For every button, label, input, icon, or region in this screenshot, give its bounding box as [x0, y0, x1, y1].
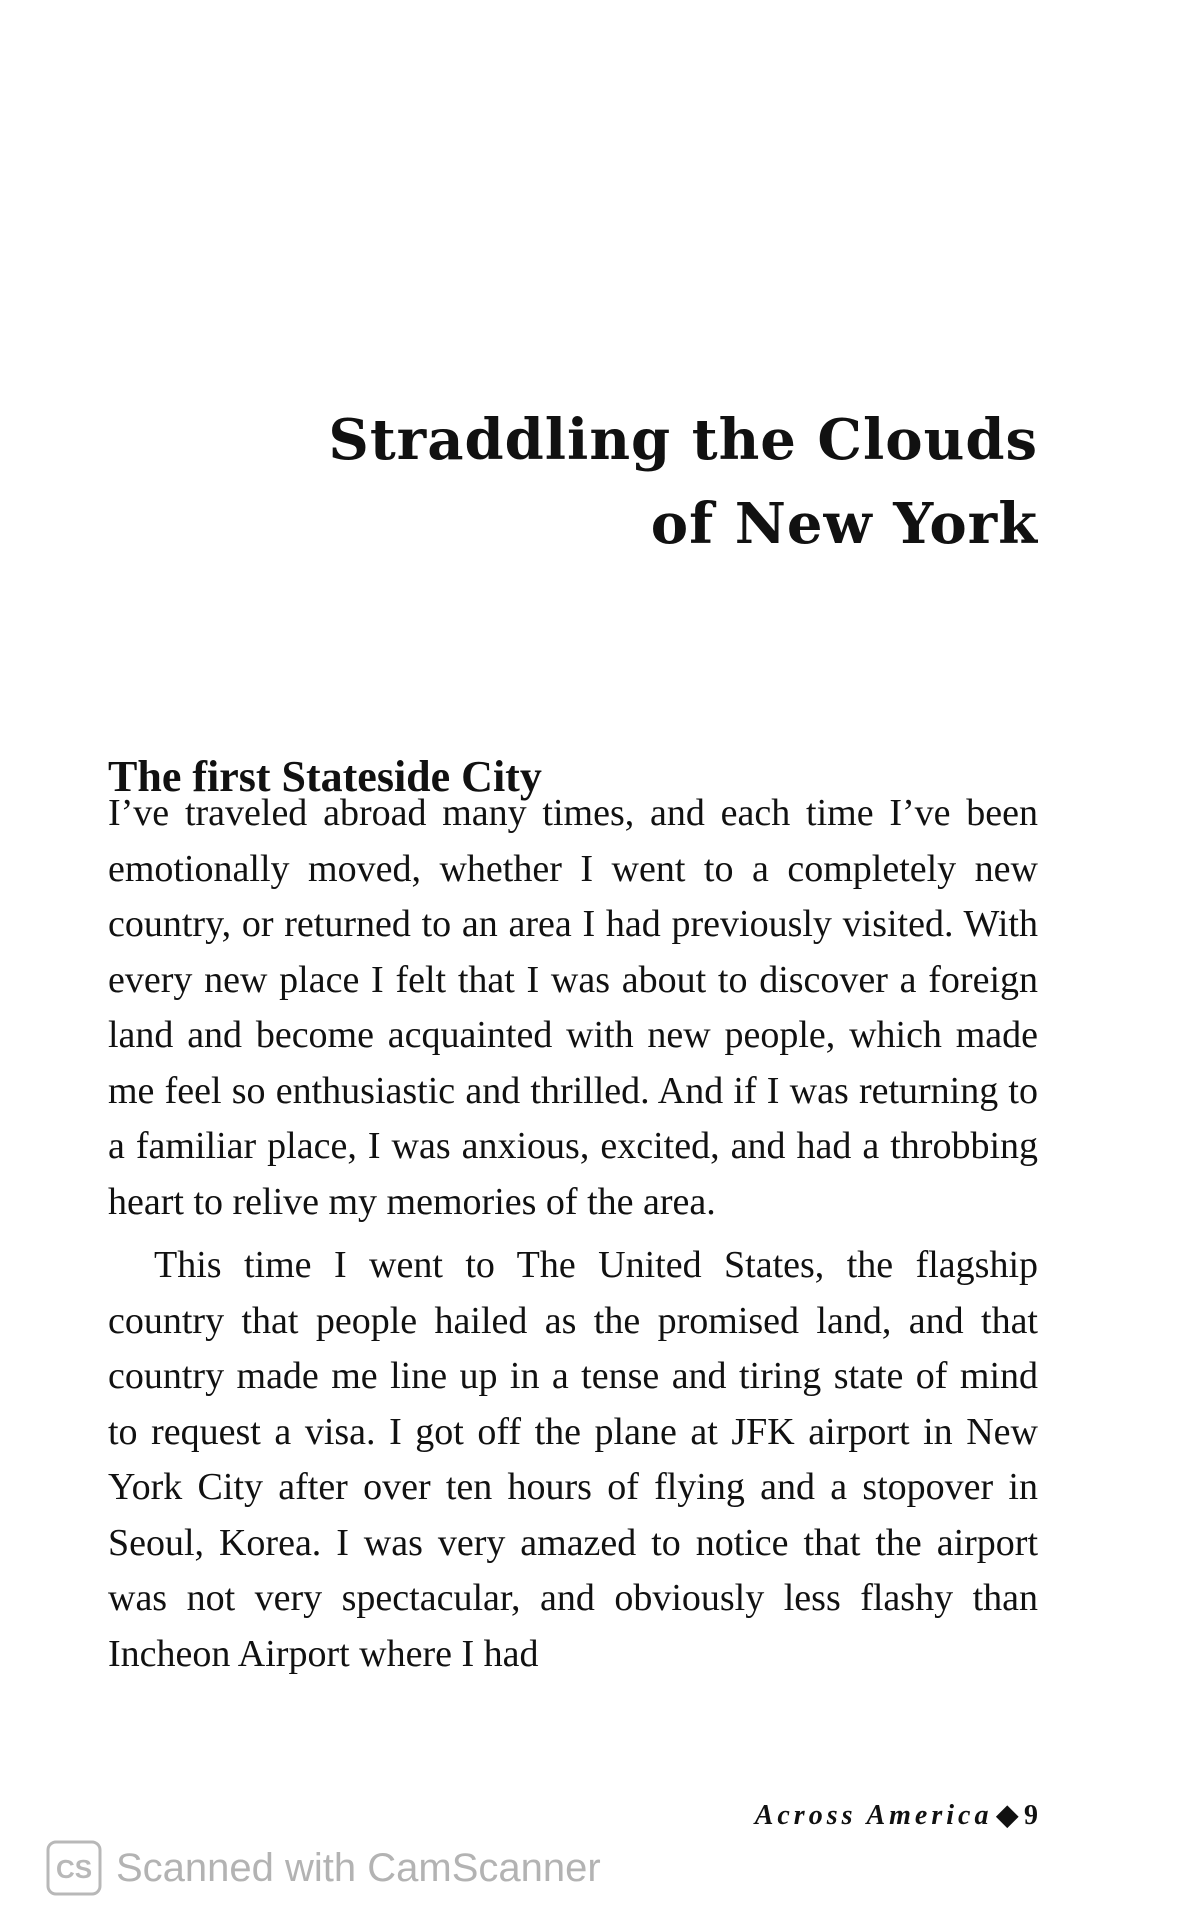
scanner-watermark	[46, 1840, 601, 1896]
footer-book-title: Across America	[754, 1800, 993, 1831]
diamond-bullet-icon: ◆	[996, 1800, 1018, 1831]
chapter-title-line-2: of New York	[650, 490, 1038, 557]
chapter-title-line-1: Straddling the Clouds	[328, 406, 1038, 473]
watermark-text: Scanned with CamScanner	[116, 1845, 601, 1890]
section-heading: The first Stateside City	[108, 751, 542, 801]
paragraph-2: This time I went to The United States, the flagship country that people hailed as the promised land, and that country made me line up in a tense and tiring state of mind to request a visa. I got off the plane at JFK airport in New York City after over ten hours of flying and a stopover in Seoul, Korea. I was very amazed to notice that the airport was not very spectacular, and obviously less flashy than Incheon Airport where I had	[108, 1244, 1038, 1675]
chapter-title	[238, 398, 1038, 566]
page-number: 9	[1024, 1800, 1038, 1831]
running-footer	[755, 1798, 1038, 1832]
body-text	[108, 786, 1038, 1682]
paragraph-1: I’ve traveled abroad many times, and each time I’ve been emotionally moved, whether I went to a completely new country, or returned to an area I had previously visited. With every new place I felt that I was about to discover a foreign land and become acquainted with new people, which made me feel so enthusiastic and thrilled. And if I was returning to a familiar place, I was anxious, excited, and had a throbbing heart to relive my memories of the area.	[108, 792, 1038, 1223]
camscanner-logo-text: CS	[55, 1854, 93, 1884]
camscanner-logo-icon	[46, 1840, 102, 1896]
